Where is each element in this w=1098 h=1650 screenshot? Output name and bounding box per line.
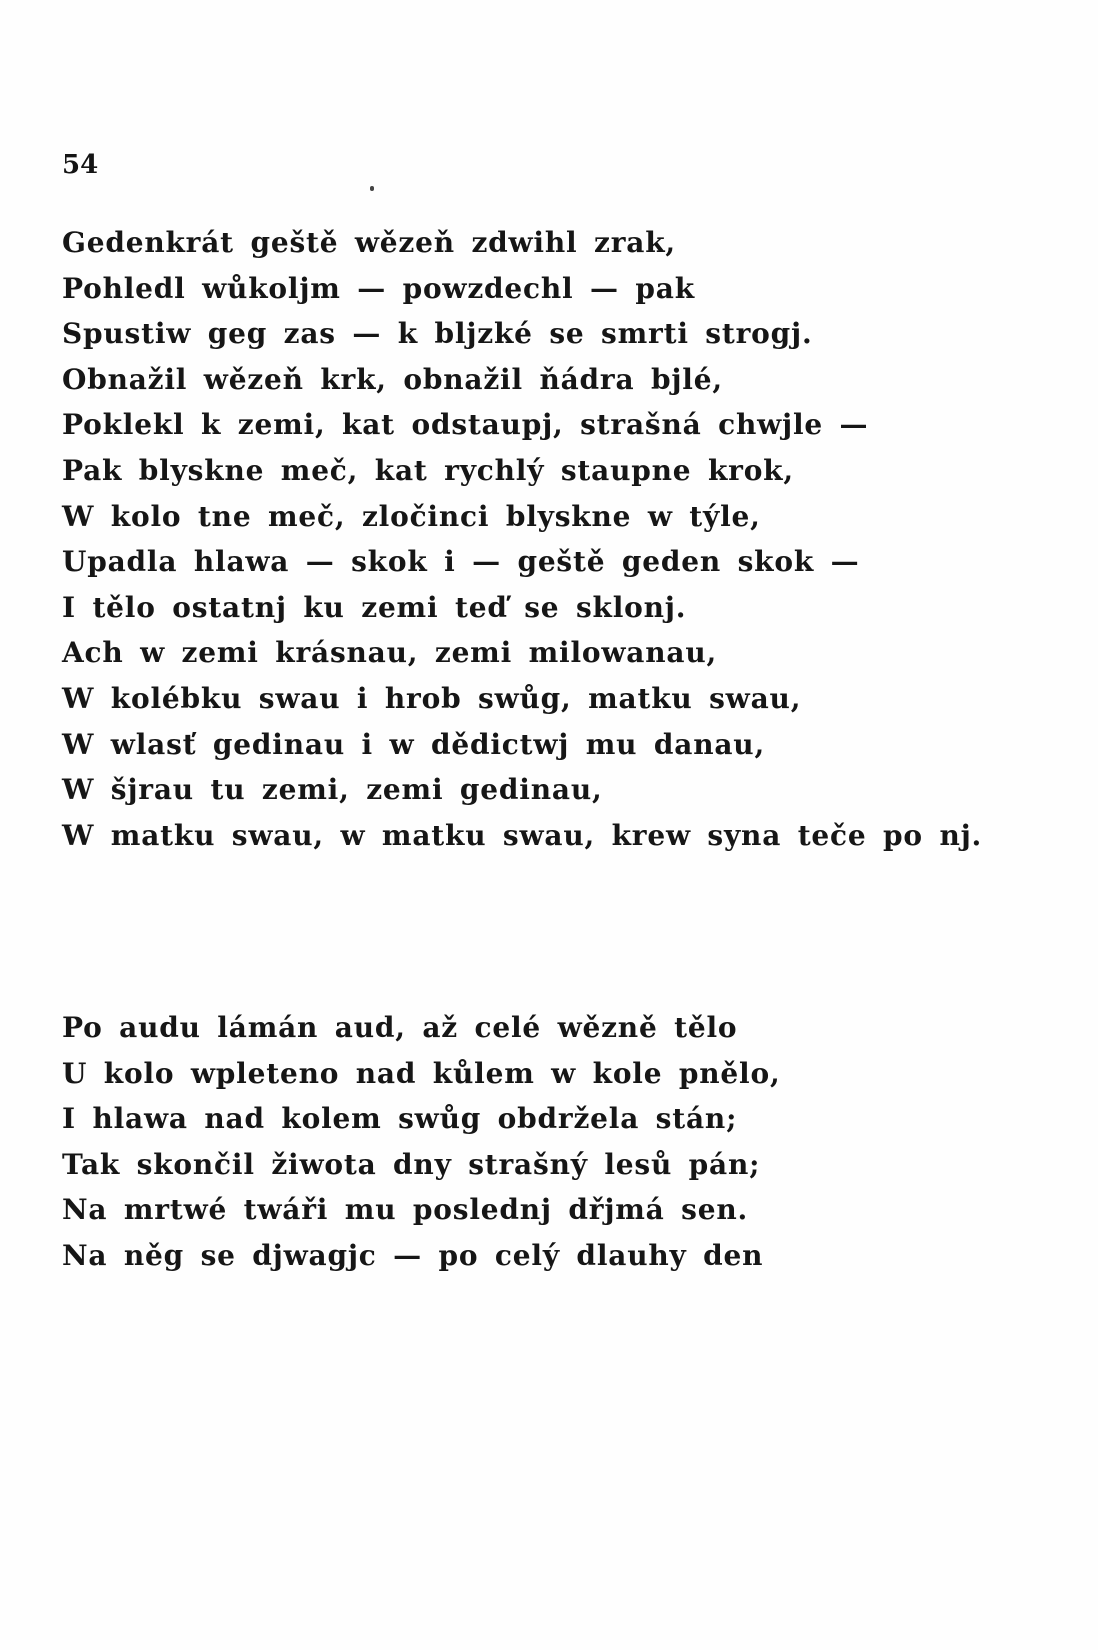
verse-line: Pak blyskne meč, kat rychlý staupne krok, bbox=[62, 453, 794, 487]
verse-line: Spustiw geg zas — k bljzké se smrti strogj. bbox=[62, 317, 813, 351]
verse-line: Obnažil wězeň krk, obnažil ňádra bjlé, bbox=[62, 362, 723, 396]
verse-line: W wlasť gedinau i w dědictwj mu danau, bbox=[62, 727, 766, 761]
verse-line: Upadla hlawa — skok i — geště geden skok — bbox=[62, 545, 860, 579]
verse-line: W matku swau, w matku swau, krew syna teče po nj. bbox=[62, 818, 983, 852]
stanza-1 bbox=[62, 220, 982, 858]
page-number: 54 bbox=[62, 150, 99, 180]
verse-line: W šjrau tu zemi, zemi gedinau, bbox=[62, 773, 603, 807]
verse-line: U kolo wpleteno nad kůlem w kole pnělo, bbox=[62, 1056, 781, 1090]
print-speck bbox=[370, 186, 374, 191]
verse-line: Po audu lámán aud, až celé wězně tělo bbox=[62, 1011, 738, 1044]
verse-line: Pohledl wůkoljm — powzdechl — pak bbox=[62, 271, 695, 305]
verse-line: W kolo tne meč, zločinci blyskne w týle, bbox=[62, 499, 761, 533]
verse-line: Poklekl k zemi, kat odstaupj, strašná chwjle — bbox=[62, 408, 869, 442]
verse-line: Tak skončil žiwota dny strašný lesů pán; bbox=[62, 1147, 761, 1181]
verse-line: Gedenkrát geště wězeň zdwihl zrak, bbox=[62, 226, 676, 259]
verse-line: W kolébku swau i hrob swůg, matku swau, bbox=[62, 681, 802, 715]
verse-line: I tělo ostatnj ku zemi teď se sklonj. bbox=[62, 590, 687, 624]
verse-line: Ach w zemi krásnau, zemi milowanau, bbox=[62, 636, 718, 670]
stanza-2 bbox=[62, 1005, 781, 1279]
verse-line: Na něg se djwagjc — po celý dlauhy den bbox=[62, 1238, 764, 1272]
verse-line: I hlawa nad kolem swůg obdržela stán; bbox=[62, 1102, 738, 1136]
verse-line: Na mrtwé twáři mu poslednj dřjmá sen. bbox=[62, 1193, 749, 1227]
